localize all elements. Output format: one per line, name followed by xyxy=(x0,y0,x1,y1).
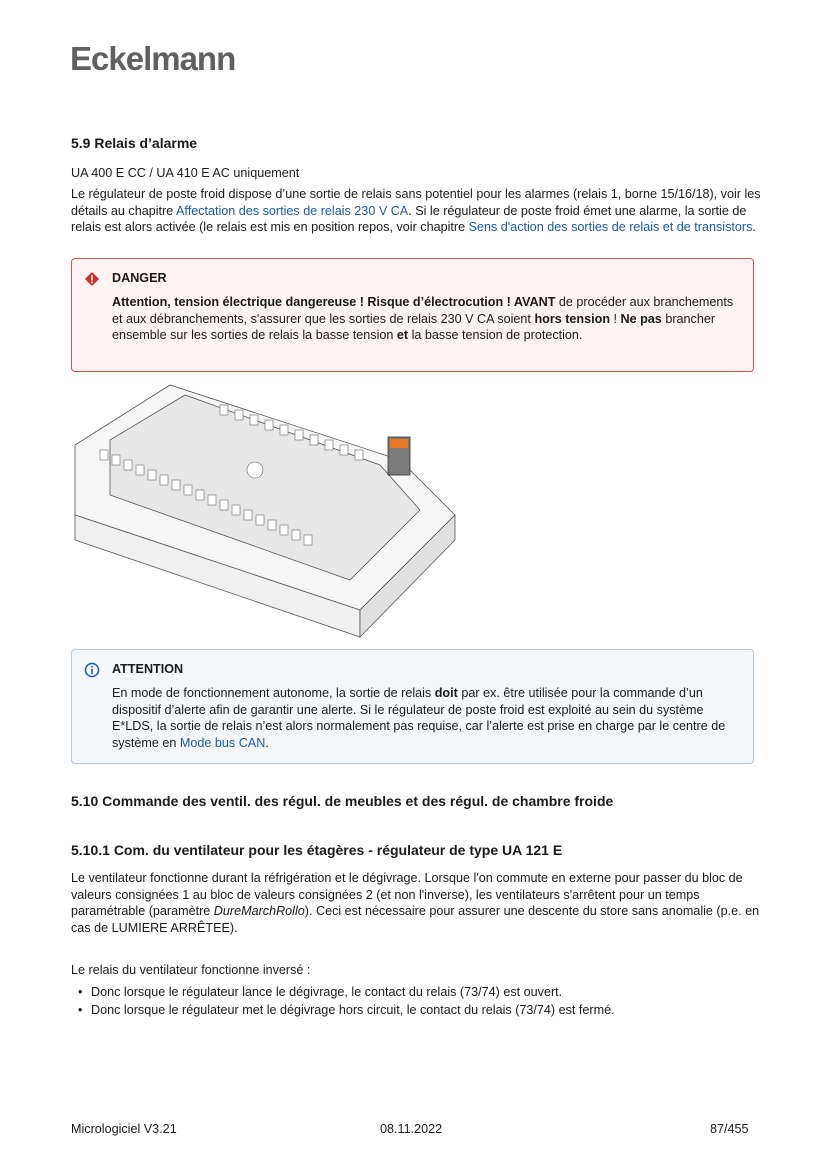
orange-connector xyxy=(388,437,410,475)
link-can-bus[interactable]: Mode bus CAN xyxy=(179,735,266,750)
parameter-name: DureMarchRollo xyxy=(213,904,305,918)
danger-icon xyxy=(84,271,100,287)
fan-relay-intro: Le relais du ventilateur fonctionne inversé : xyxy=(71,963,311,977)
bold-text: et xyxy=(396,328,409,342)
footer-date: 08.11.2022 xyxy=(380,1122,443,1136)
info-icon xyxy=(84,662,100,678)
bold-text: Ne pas xyxy=(620,311,662,326)
text: brancher ensemble sur les sorties de relais la basse tension xyxy=(112,311,716,342)
text: la basse tension de protection. xyxy=(408,328,583,342)
text: par ex. être utilisée pour la commande d’un dispositif d’alerte afin de garantir une alerte. Si le régulateur de poste froid est exploité au sein du système E*LDS, la sortie de relais n’est alors normalement pas requise, car l’alerte est prise en charge par le centre de système en xyxy=(112,686,726,750)
link-relay-assignment[interactable]: Affectation des sorties de relais 230 V CA xyxy=(176,203,409,218)
text: Le ventilateur fonctionne durant la réfrigération et le dégivrage. Lorsque l'on commute en externe pour passer du bloc de valeurs consignées 1 au bloc de valeurs consignées 2 (et non l'inverse), les ventilateurs s'arrêtent pour un temps paramétrable (paramètre xyxy=(71,871,743,918)
text: . Si le régulateur de poste froid émet une alarme, la sortie de relais est alors activée (le relais est mis en position repos, voir chapitre xyxy=(71,203,747,234)
eckelmann-logo: Eckelmann xyxy=(70,40,236,77)
danger-text xyxy=(112,294,742,344)
bold-text: doit xyxy=(434,686,458,700)
bold-text: Attention, tension électrique dangereuse ! Risque d’électrocution ! AVANT xyxy=(112,295,556,309)
section-5-9-subtitle: UA 400 E CC / UA 410 E AC uniquement xyxy=(71,166,300,180)
text: Le régulateur de poste froid dispose d’une sortie de relais sans potentiel pour les alarmes (relais 1, borne 15/16/18), voir les détails au chapitre xyxy=(71,187,761,218)
text: En mode de fonctionnement autonome, la sortie de relais xyxy=(112,686,435,700)
controller-illustration xyxy=(70,375,460,640)
section-5-9-paragraph xyxy=(71,186,761,236)
link-relay-direction[interactable]: Sens d'action des sorties de relais et de transistors xyxy=(468,220,753,234)
attention-text xyxy=(112,685,742,751)
section-5-10-1-paragraph xyxy=(71,870,761,936)
text: ). Ceci est nécessaire pour assurer une descente du store sans anomalie (p.e. en cas de LUMIERE ARRÊTEE). xyxy=(71,904,760,935)
text: . xyxy=(265,735,269,750)
text: de procéder aux branchements et aux débranchements, s'assurer que les sorties de relais 230 V CA soient xyxy=(112,295,734,326)
footer-page-number: 87/455 xyxy=(710,1122,749,1136)
attention-box xyxy=(71,649,754,764)
section-5-10-heading: 5.10 Commande des ventil. des régul. de meubles et des régul. de chambre froide xyxy=(71,793,614,809)
text: ! xyxy=(610,311,621,326)
text: . xyxy=(752,220,756,234)
bold-text: hors tension xyxy=(534,311,611,326)
danger-box xyxy=(71,258,754,372)
section-5-9-heading: 5.9 Relais d’alarme xyxy=(71,135,198,151)
list-item: • Donc lorsque le régulateur met le dégivrage hors circuit, le contact du relais (73/74) est fermé. xyxy=(71,1001,615,1019)
danger-title: DANGER xyxy=(112,271,167,285)
list-item: • Donc lorsque le régulateur lance le dégivrage, le contact du relais (73/74) est ouvert. xyxy=(71,983,615,1001)
footer-firmware: Micrologiciel V3.21 xyxy=(71,1122,177,1136)
fan-relay-list xyxy=(71,983,615,1019)
attention-title: ATTENTION xyxy=(112,662,184,676)
section-5-10-1-heading: 5.10.1 Com. du ventilateur pour les étagères - régulateur de type UA 121 E xyxy=(71,842,563,858)
